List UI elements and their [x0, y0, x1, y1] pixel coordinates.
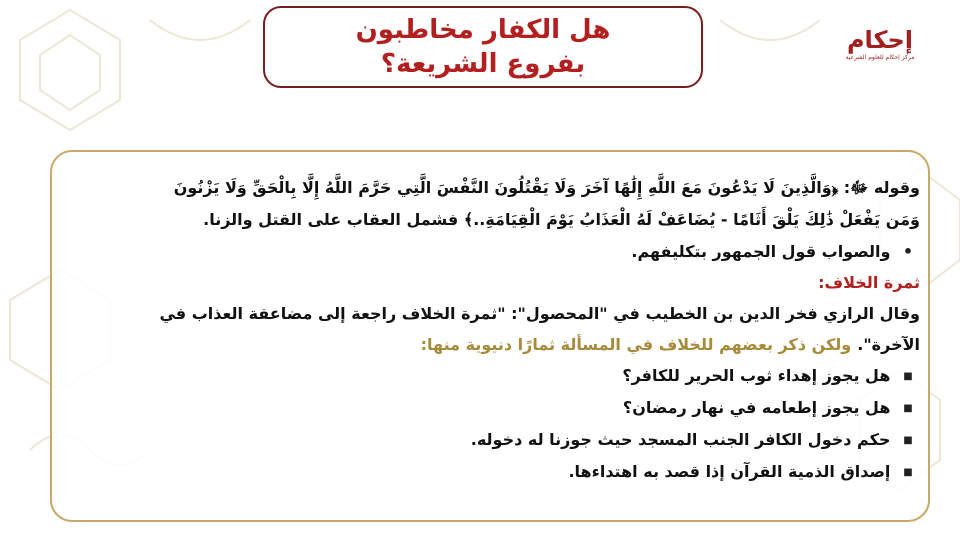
logo-subtitle: مركز إحكام للعلوم الشرعية	[845, 54, 915, 61]
list-item	[72, 424, 920, 456]
section-heading: ثمرة الخلاف:	[818, 273, 920, 292]
correct-view-item	[72, 236, 920, 267]
quran-verse-line-1: وقوله ﷻ: ﴿وَالَّذِينَ لَا يَدْعُونَ مَعَ اللَّهِ إِلَٰهًا آخَرَ وَلَا يَقْتُلُونَ النَّفْسَ الَّتِي حَرَّمَ اللَّهُ إِلَّا بِالْحَقِّ وَلَا يَزْنُونَ	[173, 178, 920, 197]
list-item-text: حكم دخول الكافر الجنب المسجد حيث جوزنا له دخوله.	[470, 430, 891, 449]
worldly-fruits-intro: ولكن ذكر بعضهم للخلاف في المسألة ثمارًا دنيوية منها:	[420, 335, 852, 354]
brand-logo	[845, 26, 915, 96]
list-item	[72, 360, 920, 392]
title-line-2: بفروع الشريعة؟	[380, 49, 586, 79]
logo-wordmark: إحكام	[846, 26, 914, 54]
razi-quote-end: الآخرة".	[857, 335, 920, 354]
bullet-icon: •	[902, 242, 914, 261]
quran-verse-line-2: وَمَن يَفْعَلْ ذَٰلِكَ يَلْقَ أَثَامًا - يُضَاعَفْ لَهُ الْعَذَابُ يَوْمَ الْقِيَامَةِ..﴾ فشمل العقاب على القتل والزنا.	[203, 210, 920, 229]
list-item	[72, 392, 920, 424]
title-box	[263, 6, 703, 88]
square-bullet-icon: ■	[903, 403, 913, 414]
list-item-text: هل يجوز إطعامه في نهار رمضان؟	[622, 398, 891, 417]
correct-view-text: والصواب قول الجمهور بتكليفهم.	[631, 242, 891, 261]
square-bullet-icon: ■	[903, 435, 913, 446]
list-item-text: هل يجوز إهداء ثوب الحرير للكافر؟	[622, 366, 891, 385]
list-item-text: إصداق الذمية القرآن إذا قصد به اهتداءها.	[568, 462, 891, 481]
content-body	[72, 172, 920, 488]
razi-quote-line-2	[72, 329, 920, 360]
square-bullet-icon: ■	[903, 371, 913, 382]
square-bullet-icon: ■	[903, 467, 913, 478]
razi-quote-line-1: وقال الرازي فخر الدين بن الخطيب في "المحصول": "ثمرة الخلاف راجعة إلى مضاعفة العذاب في	[159, 304, 920, 323]
title-line-1: هل الكفار مخاطبون	[355, 15, 611, 45]
list-item	[72, 456, 920, 488]
